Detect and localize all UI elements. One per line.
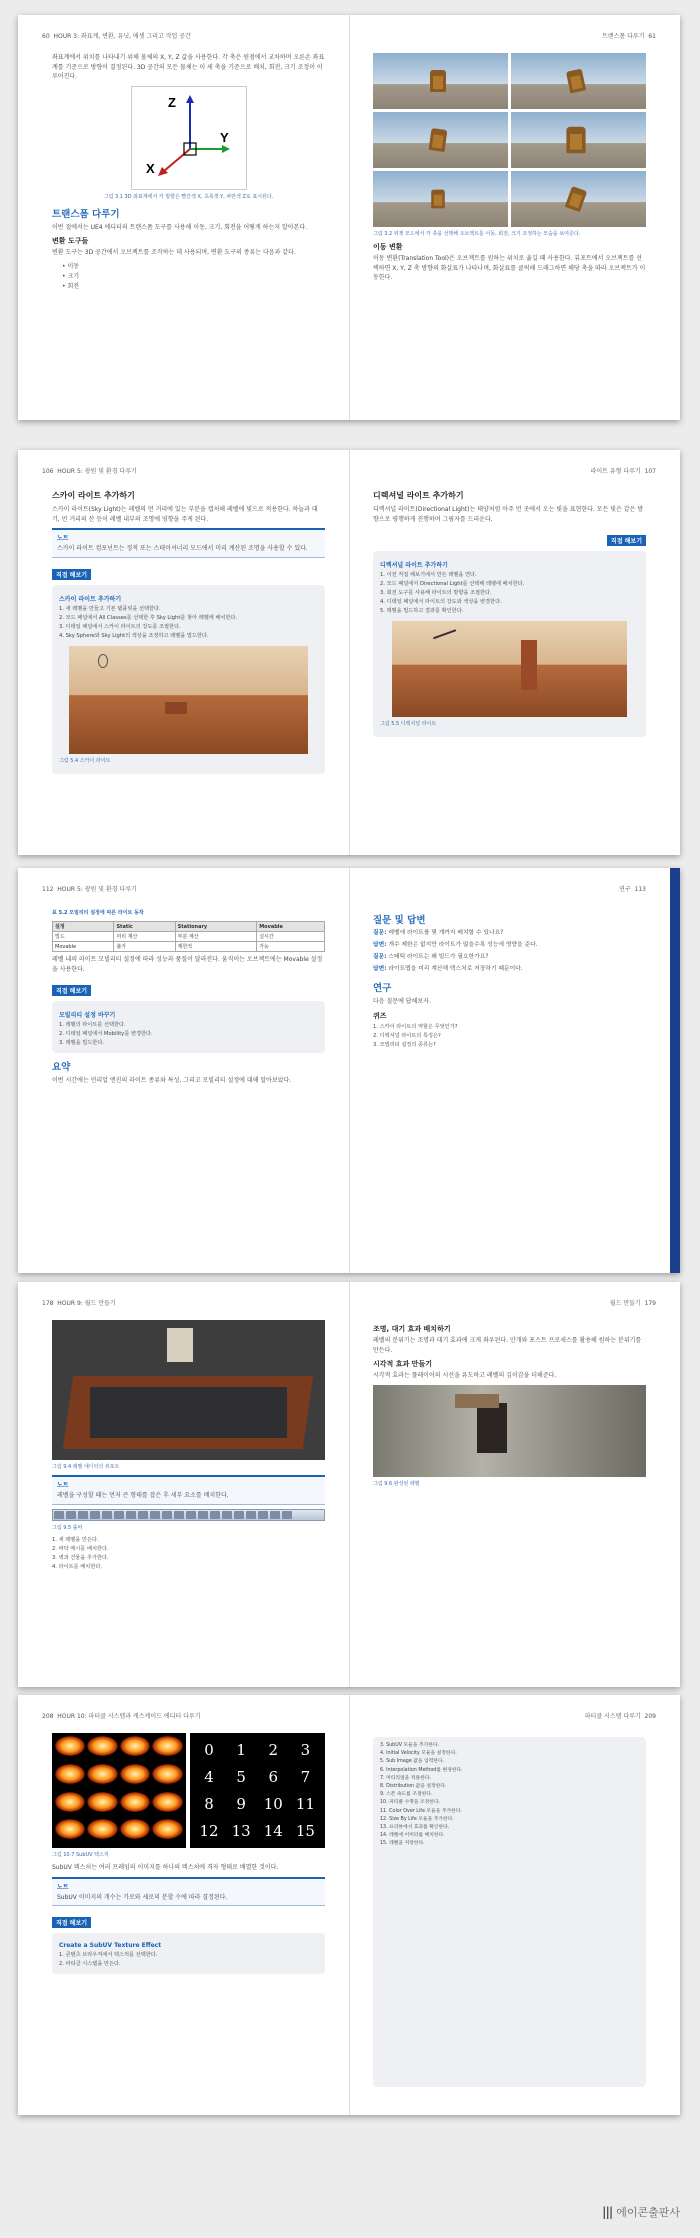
try-it-label: 직접 해보기	[52, 569, 91, 580]
list-item: • 회전	[62, 282, 325, 292]
subheading: 조명, 대기 효과 배치하기	[373, 1325, 451, 1333]
page-number: 113	[634, 886, 646, 893]
spread-4	[18, 1282, 680, 1687]
list-item: 5. 레벨을 빌드하고 결과를 확인한다.	[380, 608, 464, 614]
note-title: 노트	[57, 1883, 69, 1891]
table-cell: 불가	[114, 942, 175, 952]
try-it-title: 디렉셔널 라이트 추가하기	[380, 562, 448, 569]
list-item: 3. 모빌리티 설정의 종류는?	[373, 1041, 436, 1048]
note-box	[52, 528, 325, 558]
table-cell: 부분 계산	[175, 932, 257, 942]
qa-item: 답변: 라이트맵을 미리 계산해 텍스처로 저장하기 때문이다.	[373, 966, 523, 972]
list-item: 2. 디테일 패널에서 Mobility를 변경한다.	[59, 1031, 153, 1037]
running-head: HOUR 5: 광원 및 환경 다루기	[57, 468, 137, 475]
subuv-figure	[52, 1733, 325, 1848]
running-head: HOUR 5: 광원 및 환경 다루기	[57, 886, 137, 893]
table-header: Stationary	[175, 922, 257, 932]
section-heading: 트랜스폼 다루기	[52, 208, 120, 220]
figure-caption: 그림 3.2 위젯 모드에서 각 축을 선택해 오브젝트를 이동, 회전, 크기 조정하는 모습을 보여준다.	[373, 231, 581, 237]
running-head: 파티클 시스템 다루기	[584, 1713, 641, 1720]
figure-caption: 그림 5.4 스카이 라이트	[59, 757, 111, 764]
paragraph: 디렉셔널 라이트(Directional Light)는 태양처럼 아주 먼 곳에서 오는 빛을 표현한다. 모든 빛은 같은 방향으로 평행하게 진행하며 그림자를 드리운다.	[373, 506, 644, 523]
list-item: 3. 회전 도구를 사용해 라이트의 방향을 조절한다.	[380, 590, 492, 596]
paragraph: 시각적 효과는 플레이어의 시선을 유도하고 레벨의 깊이감을 더해준다.	[373, 1372, 557, 1379]
list-item: 12. Size By Life 모듈을 추가한다.	[380, 1816, 454, 1822]
page-right	[349, 1695, 680, 2115]
running-head: 연구	[619, 886, 631, 893]
try-it-box	[373, 551, 646, 737]
subheading: 이동 변환	[373, 243, 403, 251]
running-head: 라이트 유형 다루기	[590, 468, 641, 475]
table-row	[53, 932, 325, 942]
chair-image	[511, 53, 646, 109]
subheading: 퀴즈	[373, 1011, 387, 1020]
page-number: 209	[644, 1713, 656, 1720]
list-item: 7. 머티리얼을 적용한다.	[380, 1775, 431, 1781]
figure-caption: 그림 9.5 툴바	[52, 1524, 83, 1531]
axis-label-x: X	[145, 160, 155, 176]
table-cell: 빌드	[53, 932, 114, 942]
chair-image	[511, 112, 646, 168]
try-it-label: 직접 해보기	[52, 985, 91, 996]
axes-figure	[131, 86, 247, 190]
bullet-list	[62, 262, 325, 292]
section-heading: 스카이 라이트 추가하기	[52, 491, 135, 500]
list-item: 2. 바닥 메시를 배치한다.	[52, 1545, 109, 1552]
list-item: 1. 새 레벨을 만들고 기본 템플릿을 선택한다.	[59, 605, 161, 612]
sky-light-image	[69, 646, 308, 754]
page-left	[18, 1282, 349, 1687]
page-left	[18, 1695, 349, 2115]
note-title: 노트	[57, 1482, 69, 1489]
page-number: 179	[644, 1300, 656, 1307]
list-item: 1. 이전 직접 해보기에서 만든 레벨을 연다.	[380, 572, 477, 578]
table-row	[53, 942, 325, 952]
mobility-table	[52, 921, 325, 952]
try-it-title: Create a SubUV Texture Effect	[59, 1942, 162, 1949]
list-item: 6. Interpolation Method를 변경한다.	[380, 1767, 463, 1773]
try-it-box	[52, 1001, 325, 1053]
table-header: Static	[114, 922, 175, 932]
level-viewport-image	[52, 1320, 325, 1460]
list-item: 4. 디테일 패널에서 라이트의 강도와 색상을 변경한다.	[380, 599, 502, 605]
list-item: 5. Sub Image 값을 입력한다.	[380, 1759, 445, 1765]
list-item: 4. Sky Sphere와 Sky Light의 색상을 조정하고 레벨을 빌드한다.	[59, 632, 209, 639]
spread-5	[18, 1695, 680, 2115]
table-header: 설정	[53, 922, 114, 932]
step-list	[380, 1742, 639, 1849]
list-item: 1. 레벨의 라이트를 선택한다.	[59, 1022, 126, 1028]
table-cell: 제한적	[175, 942, 257, 952]
number-frames-image: 0 1 2 3 4 5 6 7 8 9 10 11 12 13 14 15	[190, 1733, 326, 1848]
list-item: 8. Distribution 값을 설정한다.	[380, 1784, 447, 1790]
section-heading: 디렉셔널 라이트 추가하기	[373, 491, 464, 500]
list-item: 2. 파티클 시스템을 만든다.	[59, 1961, 121, 1967]
spread-2	[18, 450, 680, 855]
running-head: 트랜스폼 다루기	[602, 33, 645, 40]
subheading: 변환 도구들	[52, 237, 89, 245]
list-item: 11. Color Over Life 모듈을 추가한다.	[380, 1808, 462, 1814]
list-item: 4. Initial Velocity 모듈을 설정한다.	[380, 1751, 457, 1757]
publisher-logo	[602, 2204, 680, 2220]
figure-caption: 그림 5.5 디렉셔널 라이트	[380, 721, 437, 727]
running-head: HOUR 9: 월드 만들기	[57, 1300, 116, 1307]
spread-3	[18, 868, 680, 1273]
page-number: 106	[42, 468, 54, 475]
axis-label-z: Z	[167, 94, 176, 110]
page-right	[349, 1282, 680, 1687]
paragraph: 스카이 라이트(Sky Light)는 레벨의 먼 거리에 있는 부분을 캡처해 레벨에 빛으로 적용한다. 하늘과 대기, 먼 거리의 산 등이 레벨 내부의 조명에 영향을 주게 된다.	[52, 506, 318, 523]
list-item: 2. 모드 패널에서 Directional Light를 선택해 레벨에 배치한다.	[380, 581, 525, 587]
list-item: 13. 프리뷰에서 효과를 확인한다.	[380, 1825, 450, 1831]
quiz-list	[373, 1023, 646, 1049]
try-it-title: 모빌리티 설정 바꾸기	[59, 1012, 116, 1019]
paragraph: SubUV 텍스처는 여러 프레임의 이미지를 하나의 텍스처에 격자 형태로 배열한 것이다.	[52, 1864, 279, 1871]
step-list	[59, 1021, 318, 1047]
page-number: 61	[648, 33, 656, 40]
paragraph: 이번 시간에는 언리얼 엔진의 라이트 종류와 특성, 그리고 모빌리티 설정에 대해 알아보았다.	[52, 1077, 292, 1084]
completed-level-image	[373, 1385, 646, 1477]
figure-caption: 그림 3.1 3D 좌표계에서 각 방향은 빨간색 X, 초록색 Y, 파란색 Z로 표시된다.	[103, 193, 274, 200]
section-heading: 요약	[52, 1062, 71, 1073]
paragraph: 변환 도구는 3D 공간에서 오브젝트를 조작하는 데 사용되며, 변환 도구의 종류는 다음과 같다.	[52, 249, 296, 256]
chair-image-grid	[373, 53, 646, 227]
list-item: • 이동	[62, 262, 325, 272]
list-item: 1. 콘텐츠 브라우저에서 텍스처를 선택한다.	[59, 1952, 158, 1958]
chair-image	[373, 171, 508, 227]
try-it-box	[52, 585, 325, 774]
step-list	[380, 571, 639, 615]
list-item: 14. 레벨에 이미터를 배치한다.	[380, 1833, 445, 1839]
paragraph: 좌표계에서 위치를 나타내기 위해 물체의 X, Y, Z 값을 사용한다. 각 축은 원점에서 교차하며 오른손 좌표계를 기준으로 방향이 결정된다. 3D 공간의 모든 물체는 이 세 축을 기준으로 배치, 회전, 크기 조정이 이루어진다.	[52, 54, 325, 80]
directional-light-image	[392, 621, 627, 717]
fire-frames-image	[52, 1733, 186, 1848]
chair-image	[511, 171, 646, 227]
note-body: 레벨을 구성할 때는 먼저 큰 형태를 잡은 후 세부 요소를 배치한다.	[57, 1492, 229, 1499]
toolbar-image	[52, 1509, 325, 1521]
try-it-box	[373, 1737, 646, 2087]
list-item: 3. SubUV 모듈을 추가한다.	[380, 1743, 440, 1748]
subheading: 시각적 효과 만들기	[373, 1360, 432, 1368]
page-left	[18, 450, 349, 855]
table-cell: 실시간	[257, 932, 325, 942]
list-item: • 크기	[62, 272, 325, 282]
list-item: 1. 스카이 라이트의 역할은 무엇인가?	[373, 1023, 458, 1030]
page-number: 178	[42, 1300, 54, 1307]
try-it-title: 스카이 라이트 추가하기	[59, 595, 122, 603]
publisher-logo-icon: |||	[602, 2205, 613, 2219]
note-body: 스카이 라이트 컴포넌트는 정적 또는 스테이셔너리 모드에서 미리 계산된 조명을 사용할 수 있다.	[57, 545, 308, 552]
list-item: 2. 디렉셔널 라이트의 특징은?	[373, 1032, 441, 1039]
chair-image	[373, 112, 508, 168]
page-number: 107	[644, 468, 656, 475]
figure-caption: 그림 9.6 완성된 레벨	[373, 1480, 420, 1487]
list-item: 4. 라이트를 배치한다.	[52, 1563, 102, 1570]
page-number: 208	[42, 1713, 54, 1720]
section-heading: 질문 및 답변	[373, 915, 426, 926]
paragraph: 이번 절에서는 UE4 에디터의 트랜스폼 도구를 사용해 이동, 크기, 회전을 어떻게 하는지 알아본다.	[52, 223, 308, 231]
axis-label-y: Y	[219, 129, 229, 145]
figure-caption: 그림 10.7 SubUV 텍스처	[52, 1852, 109, 1858]
section-heading: 연구	[373, 983, 392, 994]
list-item: 10. 파티클 수명을 조정한다.	[380, 1800, 441, 1806]
running-head: 월드 만들기	[609, 1300, 641, 1307]
running-head: HOUR 3: 좌표계, 변환, 유닛, 애셋 그리고 작업 공간	[53, 33, 191, 40]
try-it-label: 직접 해보기	[607, 535, 646, 546]
publisher-name: 에이콘출판사	[616, 2206, 680, 2219]
table-cell: 가능	[257, 942, 325, 952]
running-head: HOUR 10: 파티클 시스템과 캐스케이드 에디터 다루기	[57, 1713, 201, 1720]
list-item: 3. 벽과 건물을 추가한다.	[52, 1554, 109, 1561]
spread-1	[18, 15, 680, 420]
figure-caption: 그림 9.4 레벨 에디터의 뷰포트	[52, 1464, 120, 1470]
paragraph: 다음 질문에 답해보자.	[373, 998, 431, 1005]
page-right	[349, 868, 680, 1273]
note-box	[52, 1475, 325, 1505]
paragraph: 레벨의 분위기는 조명과 대기 효과에 크게 좌우된다. 안개와 포스트 프로세스를 활용해 원하는 분위기를 만든다.	[373, 1337, 642, 1354]
try-it-label: 직접 해보기	[52, 1917, 91, 1928]
table-header: Movable	[257, 922, 325, 932]
qa-item: 질문: 레벨에 라이트를 몇 개까지 배치할 수 있나요?	[373, 930, 504, 936]
table-caption: 표 5.2 모빌리티 설정에 따른 라이트 동작	[52, 910, 144, 916]
paragraph: 레벨 내의 라이트 모빌리티 설정에 따라 성능과 품질이 달라진다. 움직이는 오브젝트에는 Movable 설정을 사용한다.	[52, 956, 323, 973]
qa-item: 답변: 개수 제한은 없지만 라이트가 많을수록 성능에 영향을 준다.	[373, 942, 538, 948]
step-list	[59, 1951, 318, 1968]
list-item: 2. 모드 패널에서 All Classes를 선택한 후 Sky Light를 찾아 레벨에 배치한다.	[59, 614, 238, 621]
list-item: 9. 스폰 속도를 조절한다.	[380, 1792, 433, 1798]
page-left	[18, 868, 349, 1273]
try-it-box	[52, 1933, 325, 1974]
page-right	[349, 15, 680, 420]
paragraph: 이동 변환(Translation Tool)은 오브젝트를 원하는 위치로 옮길 때 사용한다. 뷰포트에서 오브젝트를 선택하면 X, Y, Z 축 방향의 화살표가 나타나며, 화살표를 클릭해 드래그하면 해당 축을 따라 오브젝트가 이동한다.	[373, 255, 646, 281]
note-body: SubUV 이미지의 개수는 가로와 세로의 분할 수에 따라 결정된다.	[57, 1893, 228, 1901]
step-list	[52, 1536, 325, 1571]
table-header-row	[53, 922, 325, 932]
step-list	[59, 605, 318, 640]
list-item: 3. 디테일 패널에서 스카이 라이트의 강도를 조절한다.	[59, 623, 181, 630]
page-right	[349, 450, 680, 855]
list-item: 3. 레벨을 빌드한다.	[59, 1040, 104, 1046]
note-title: 노트	[57, 535, 69, 542]
table-cell: Movable	[53, 942, 114, 952]
page-number: 112	[42, 886, 54, 893]
chapter-tab	[670, 868, 680, 1273]
list-item: 15. 레벨을 저장한다.	[380, 1841, 425, 1847]
page-left	[18, 15, 349, 420]
table-cell: 미리 계산	[114, 932, 175, 942]
note-box	[52, 1877, 325, 1907]
page-number: 60	[42, 33, 50, 40]
qa-item: 질문: 스태틱 라이트는 왜 빌드가 필요한가요?	[373, 954, 489, 960]
axes-diagram	[132, 87, 248, 191]
chair-image	[373, 53, 508, 109]
list-item: 1. 새 레벨을 만든다.	[52, 1536, 99, 1543]
